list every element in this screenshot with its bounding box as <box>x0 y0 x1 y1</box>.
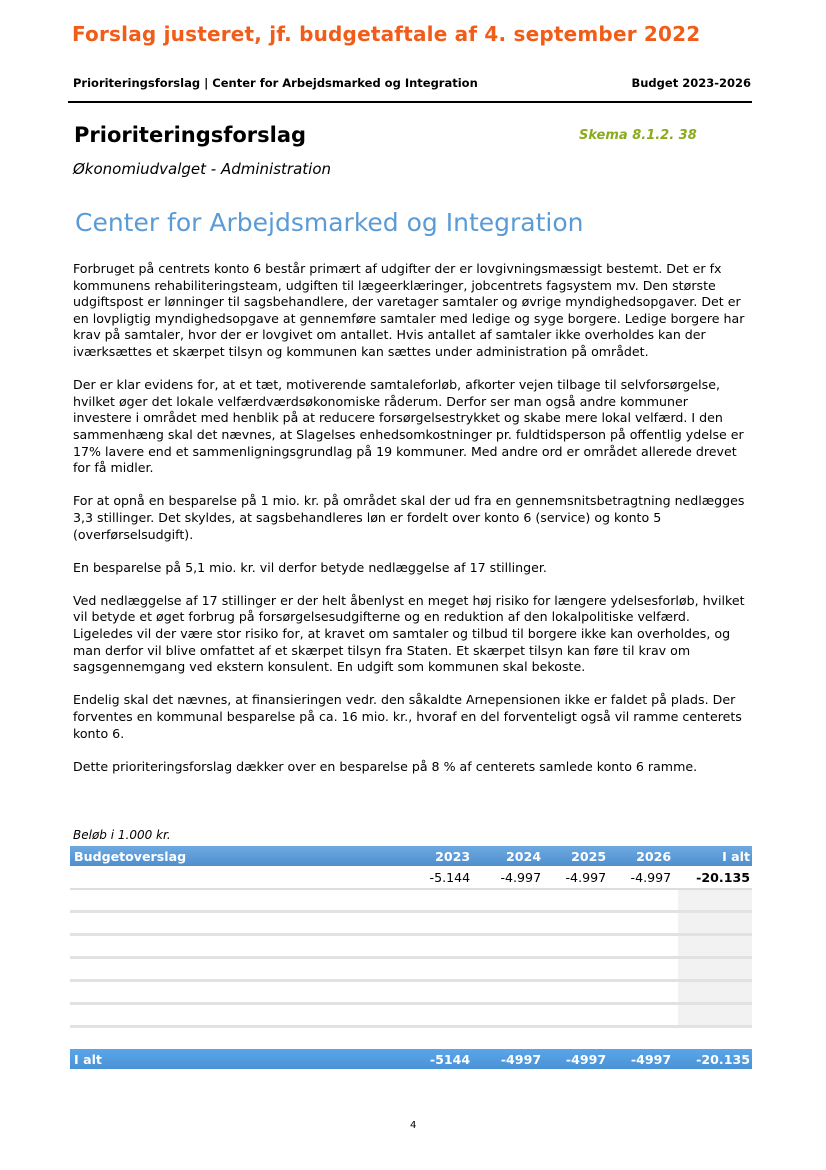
header-cell: 2026 <box>636 848 672 864</box>
text-line: sammenhæng skal det nævnes, at Slagelses enhedsomkostninger pr. fuldtidsperson på offentlig ydelse er <box>73 426 744 442</box>
total-cell: -4997 <box>630 1051 672 1067</box>
empty-row <box>70 890 752 913</box>
text-line: en lovpligtig myndighedsopgave at gennemføre samtaler med ledige og syge borgere. Ledige borgere har <box>73 310 745 326</box>
text-line: man derfor vil blive omfattet af et skærpet tilsyn fra Staten. Et skærpet tilsyn kan føre til krav om <box>73 642 691 658</box>
adjustment-banner: Forslag justeret, jf. budgetaftale af 4. september 2022 <box>72 22 701 46</box>
header-cell: 2024 <box>506 848 542 864</box>
empty-row <box>70 936 752 959</box>
body-text <box>73 261 763 792</box>
running-header-left: Prioriteringsforslag | Center for Arbejdsmarked og Integration <box>73 76 478 90</box>
text-line: for få midler. <box>73 460 154 476</box>
total-cell: -4997 <box>565 1051 607 1067</box>
header-cell: Budgetoverslag <box>74 848 187 864</box>
paragraph <box>73 593 763 676</box>
budget-table <box>70 846 752 1069</box>
text-line: konto 6. <box>73 725 125 741</box>
amount-unit-note: Beløb i 1.000 kr. <box>73 828 171 842</box>
table-cell: -4.997 <box>500 869 542 885</box>
empty-row <box>70 913 752 936</box>
text-line: investere i området med henblik på at reducere forsørgelsestrykket og skabe mere lokal velfærd. I den <box>73 410 723 426</box>
text-line: kommunens rehabiliteringsteam, udgiften til lægeerklæringer, jobcentrets fagsystem mv. Den største <box>73 277 716 293</box>
committee-subtitle: Økonomiudvalget - Administration <box>73 160 332 178</box>
skema-label: Skema 8.1.2. 38 <box>579 128 697 143</box>
text-line: (overførselsudgift). <box>73 526 194 542</box>
page-title: Prioriteringsforslag <box>74 123 307 147</box>
table-total-row <box>70 1049 752 1069</box>
empty-row <box>70 959 752 982</box>
text-line: hvilket øger det lokale velfærdværdsøkonomiske råderum. Derfor ser man også andre kommuner <box>73 393 688 409</box>
text-line: vil betyde et øget forbrug på forsørgelsesudgifterne og en reduktion af den lokalpolitiske velfærd. <box>73 609 690 625</box>
table-cell: -5.144 <box>429 869 471 885</box>
paragraph <box>73 261 763 361</box>
table-row <box>70 866 752 890</box>
text-line: Der er klar evidens for, at et tæt, motiverende samtaleforløb, afkorter vejen tilbage til selvforsørgelse, <box>73 377 720 393</box>
text-line: sagsgennemgang ved ekstern konsulent. En udgift som kommunen skal bekoste. <box>73 659 586 675</box>
total-cell: -4997 <box>500 1051 542 1067</box>
table-cell: -4.997 <box>630 869 672 885</box>
empty-row <box>70 982 752 1005</box>
text-line: Endelig skal det nævnes, at finansieringen vedr. den såkaldte Arnepensionen ikke er faldet på plads. Der <box>73 692 736 708</box>
header-cell: 2025 <box>571 848 607 864</box>
paragraph <box>73 759 763 776</box>
text-line: For at opnå en besparelse på 1 mio. kr. på området skal der ud fra en gennemsnitsbetragtning nedlægges <box>73 493 745 509</box>
text-line: iværksættes et skærpet tilsyn og kommunen kan sættes under administration på området. <box>73 343 649 359</box>
text-line: krav på samtaler, hvor der er lovgivet om antallet. Hvis antallet af samtaler ikke overholdes kan der <box>73 327 706 343</box>
header-cell: I alt <box>722 848 750 864</box>
section-heading: Center for Arbejdsmarked og Integration <box>75 208 584 237</box>
text-line: 17% lavere end et sammenligningsgrundlag på 19 kommuner. Med andre ord er området allerede drevet <box>73 443 737 459</box>
header-rule <box>68 101 752 103</box>
text-line: 3,3 stillinger. Det skyldes, at sagsbehandleres løn er fordelt over konto 6 (service) og konto 5 <box>73 509 662 525</box>
text-line: Dette prioriteringsforslag dækker over en besparelse på 8 % af centerets samlede konto 6 ramme. <box>73 758 698 774</box>
total-cell: -5144 <box>429 1051 471 1067</box>
paragraph <box>73 377 763 477</box>
empty-row <box>70 1005 752 1028</box>
table-cell: -20.135 <box>696 869 750 885</box>
table-header-row <box>70 846 752 866</box>
table-cell: -4.997 <box>565 869 607 885</box>
text-line: Forbruget på centrets konto 6 består primært af udgifter der er lovgivningsmæssigt bestemt. Det er fx <box>73 261 722 276</box>
total-cell: -20.135 <box>696 1051 750 1067</box>
text-line: forventes en kommunal besparelse på ca. 16 mio. kr., hvoraf en del forventeligt også vil ramme centerets <box>73 709 742 725</box>
text-line: Ligeledes vil der være stor risiko for, at kravet om samtaler og tilbud til borgere ikke kan overholdes, og <box>73 626 731 642</box>
text-line: Ved nedlæggelse af 17 stillinger er der helt åbenlyst en meget høj risiko for længere ydelsesforløb, hvilket <box>73 592 745 608</box>
paragraph <box>73 560 763 577</box>
page-number: 4 <box>410 1120 417 1131</box>
text-line: En besparelse på 5,1 mio. kr. vil derfor betyde nedlæggelse af 17 stillinger. <box>73 559 547 575</box>
text-line: udgiftspost er lønninger til sagsbehandlere, der varetager samtaler og øvrige myndighedsopgaver. Det er <box>73 294 741 310</box>
header-cell: 2023 <box>435 848 471 864</box>
paragraph <box>73 493 763 543</box>
running-header-right: Budget 2023-2026 <box>631 76 751 90</box>
total-cell: I alt <box>74 1051 102 1067</box>
paragraph <box>73 692 763 742</box>
